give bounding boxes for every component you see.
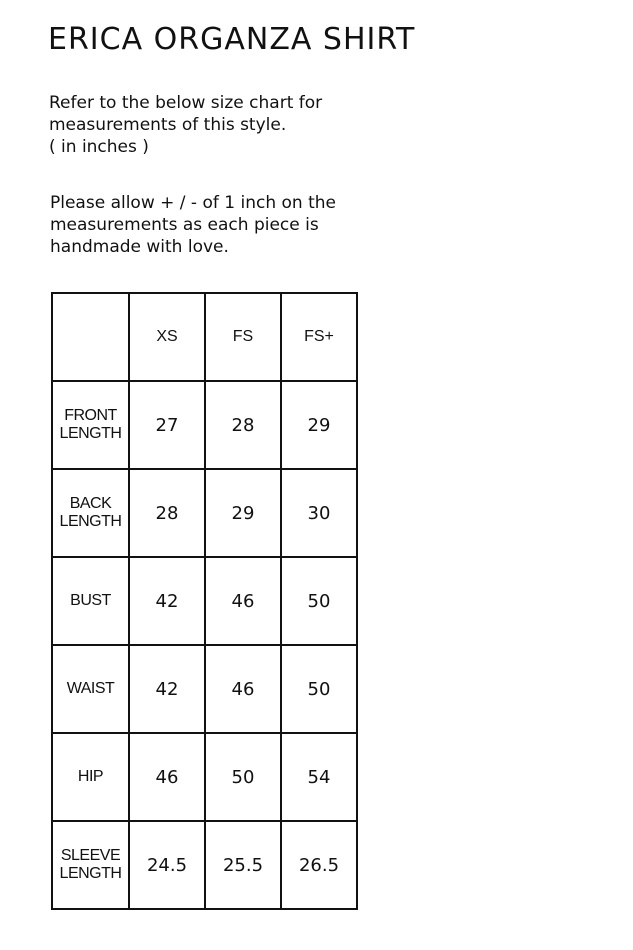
table-cell: 42 [129, 557, 205, 645]
row-label-back-length [52, 469, 129, 557]
table-cell: 46 [129, 733, 205, 821]
size-chart-table [51, 292, 358, 910]
table-cell: 50 [281, 557, 357, 645]
intro-text [49, 92, 322, 158]
table-cell: 42 [129, 645, 205, 733]
table-cell: 50 [281, 645, 357, 733]
intro-line: ( in inches ) [49, 137, 149, 157]
table-cell: 30 [281, 469, 357, 557]
row-label-front-length [52, 381, 129, 469]
table-row [52, 381, 357, 469]
row-label-line: BACK [69, 495, 112, 512]
column-header-fs-plus: FS+ [281, 293, 357, 381]
tolerance-note [50, 192, 336, 258]
table-cell: 54 [281, 733, 357, 821]
table-cell: 50 [205, 733, 281, 821]
table-cell: 46 [205, 557, 281, 645]
corner-cell [52, 293, 129, 381]
row-label-line: LENGTH [59, 513, 122, 530]
row-label-line: FRONT [64, 407, 117, 424]
table-row [52, 645, 357, 733]
row-label-bust [52, 557, 129, 645]
note-line: measurements as each piece is [50, 215, 319, 235]
table-header-row [52, 293, 357, 381]
table-cell: 29 [281, 381, 357, 469]
row-label-line: HIP [77, 768, 104, 785]
note-line: Please allow + / - of 1 inch on the [50, 193, 336, 213]
table-cell: 46 [205, 645, 281, 733]
table-row [52, 557, 357, 645]
column-header-xs: XS [129, 293, 205, 381]
row-label-sleeve-length [52, 821, 129, 909]
table-cell: 28 [129, 469, 205, 557]
row-label-line: WAIST [66, 680, 115, 697]
row-label-hip [52, 733, 129, 821]
table-row [52, 733, 357, 821]
table-cell: 28 [205, 381, 281, 469]
intro-line: measurements of this style. [49, 115, 287, 135]
page-title: ERICA ORGANZA SHIRT [48, 22, 416, 57]
table-cell: 27 [129, 381, 205, 469]
row-label-line: LENGTH [59, 425, 122, 442]
intro-line: Refer to the below size chart for [49, 93, 323, 113]
table-cell: 26.5 [281, 821, 357, 909]
table-row [52, 469, 357, 557]
table-cell: 25.5 [205, 821, 281, 909]
row-label-line: LENGTH [59, 865, 122, 882]
table-row [52, 821, 357, 909]
column-header-fs: FS [205, 293, 281, 381]
row-label-line: SLEEVE [60, 847, 121, 864]
note-line: handmade with love. [50, 237, 229, 257]
table-cell: 24.5 [129, 821, 205, 909]
row-label-waist [52, 645, 129, 733]
table-cell: 29 [205, 469, 281, 557]
row-label-line: BUST [70, 592, 111, 609]
